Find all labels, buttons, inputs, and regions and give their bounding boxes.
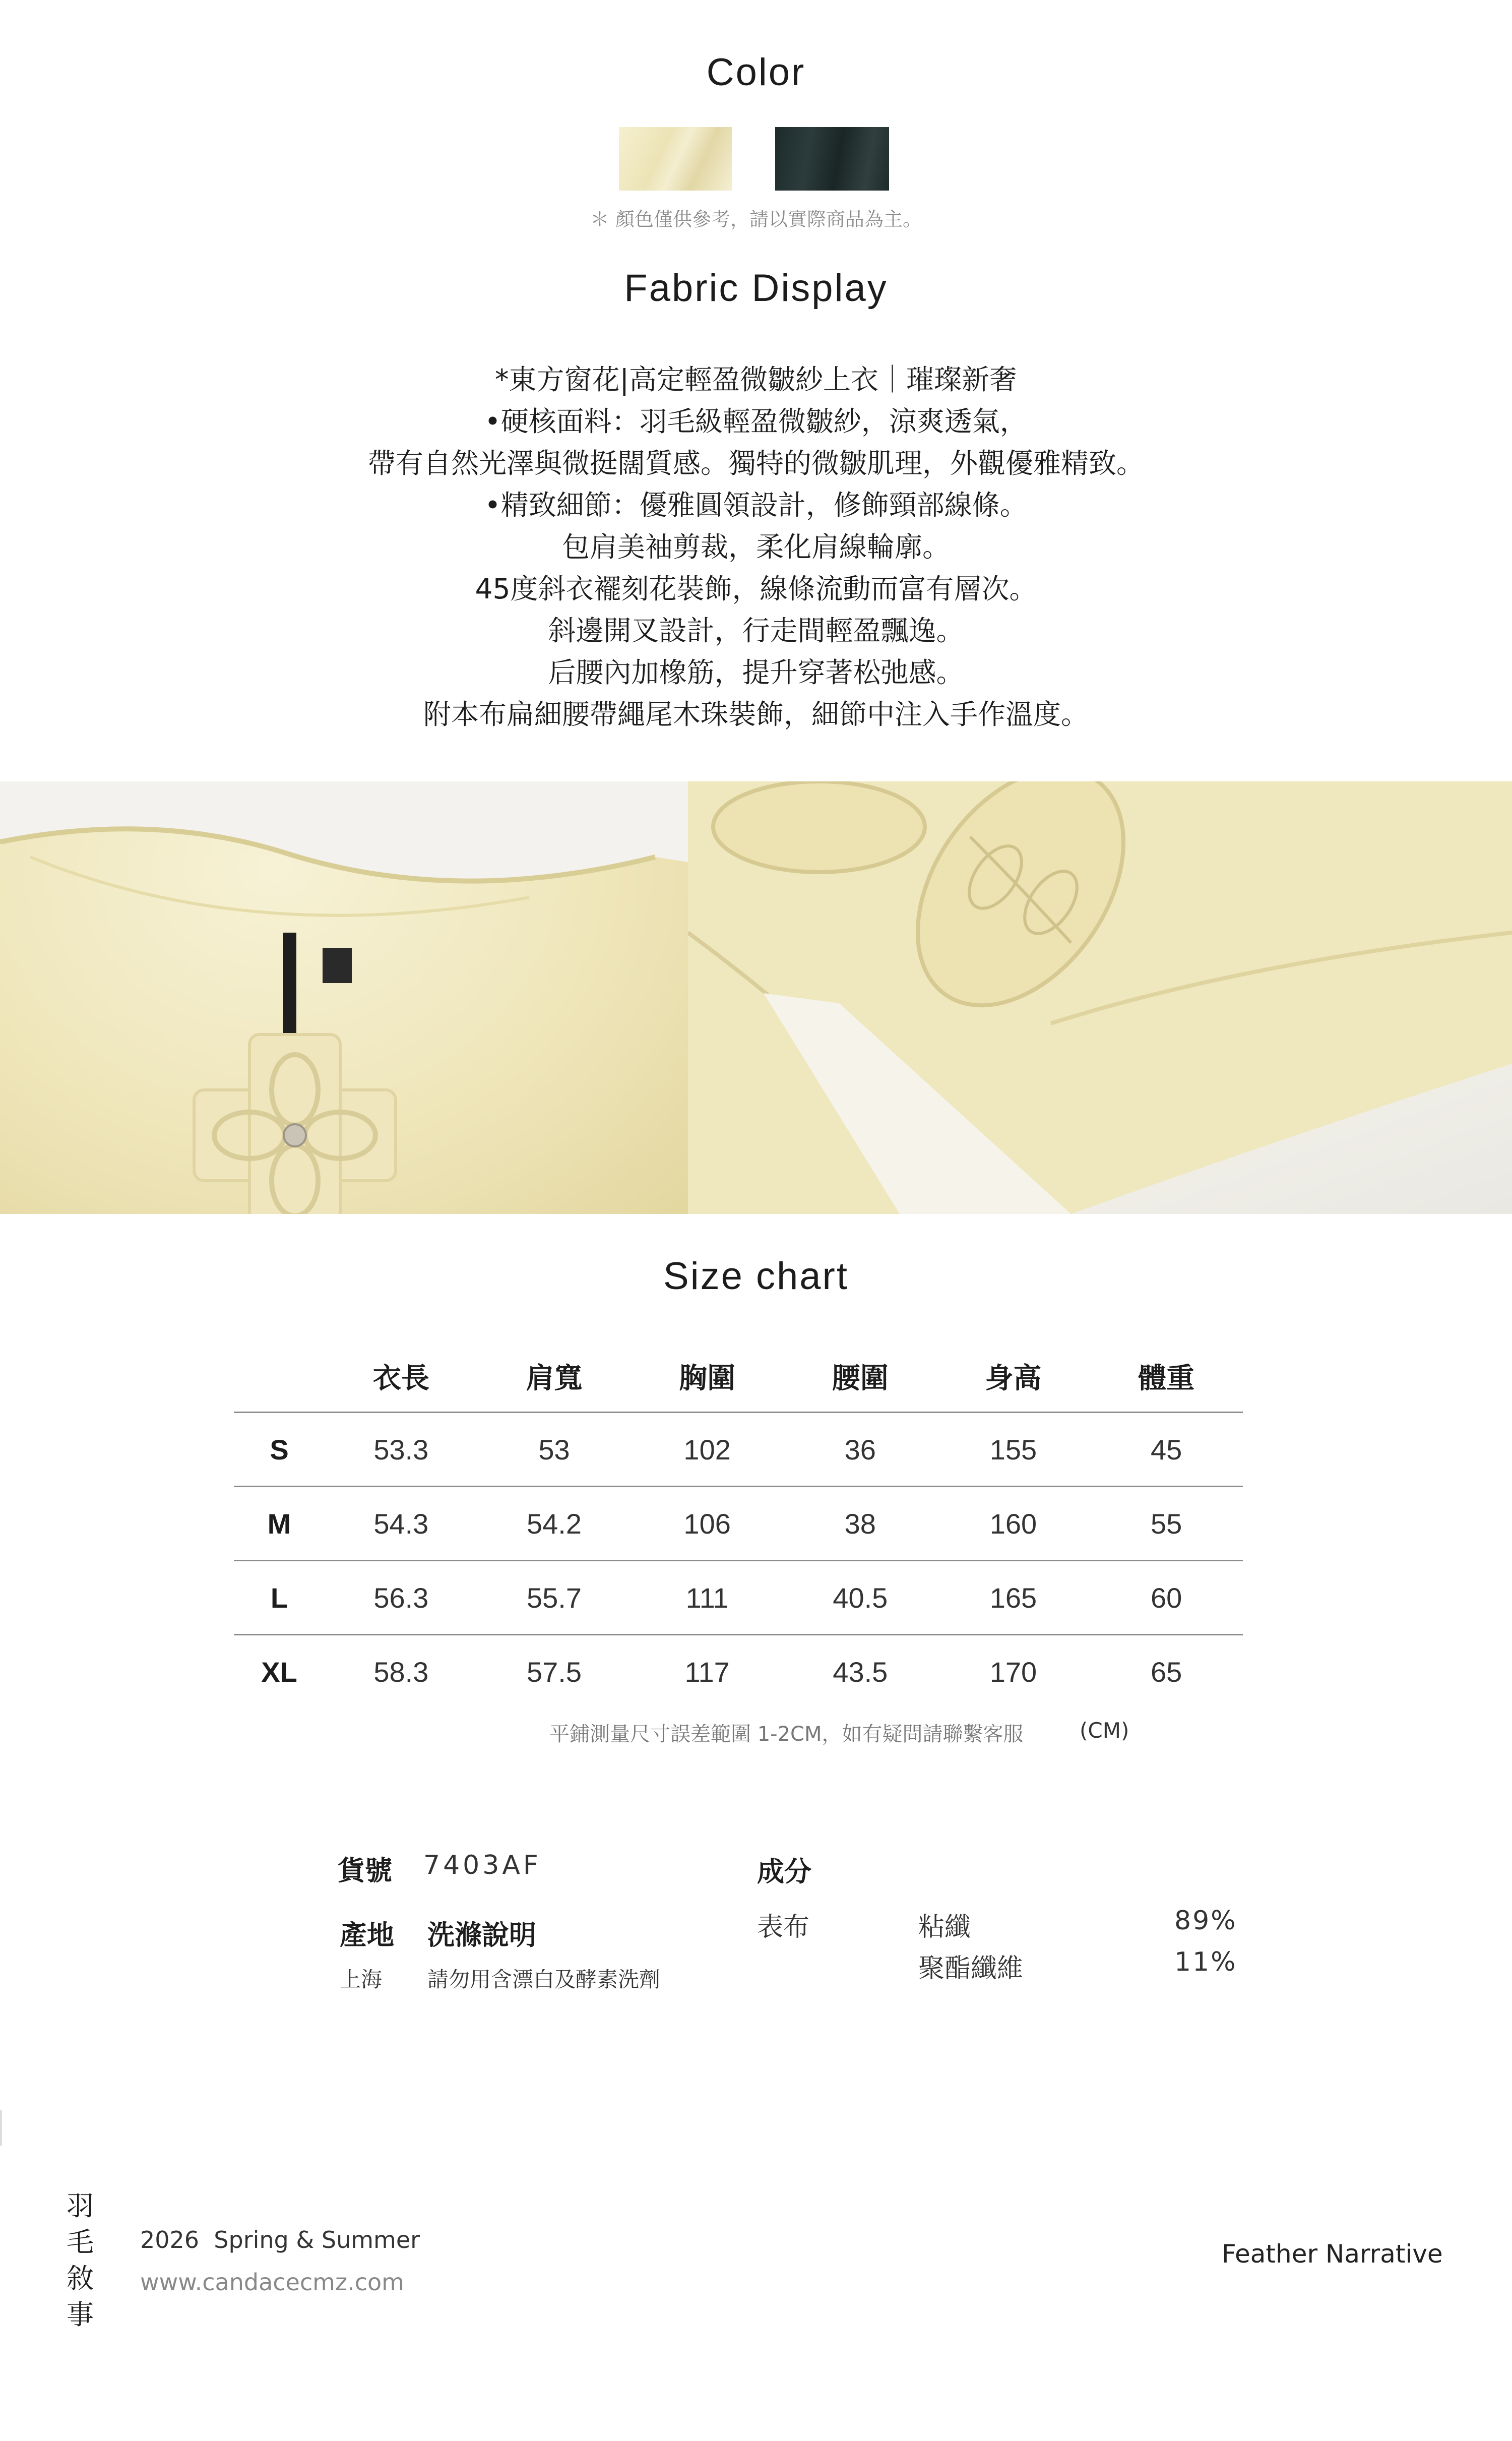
header-cell: 胸圍	[679, 1362, 736, 1394]
size-table-header-row	[234, 1341, 1243, 1413]
size-label	[323, 948, 352, 983]
care-label: 洗滌說明	[427, 1919, 536, 1951]
table-cell: 45	[1090, 1413, 1243, 1487]
care-instructions: 請勿用含漂白及酵素洗劑	[427, 1967, 661, 1992]
description-line: 包肩美袖剪裁，柔化肩線輪廓。	[561, 531, 950, 563]
color-swatch-cream[interactable]	[619, 127, 732, 191]
season-text: 2026 Spring & Summer	[140, 2226, 420, 2253]
table-cell: 106	[631, 1487, 784, 1561]
table-cell: 36	[784, 1413, 937, 1487]
description-line: 斜邊開叉設計，行走間輕盈飄逸。	[548, 615, 964, 647]
neckline-detail-photo	[0, 781, 688, 1214]
description-line: *東方窗花|高定輕盈微皺紗上衣｜璀璨新奢	[494, 363, 1018, 396]
material-percent: 89%	[1174, 1906, 1237, 1936]
table-cell: 40.5	[784, 1561, 937, 1635]
website-link[interactable]: www.candacecmz.com	[140, 2269, 404, 2296]
wood-button	[284, 1124, 306, 1146]
origin-value: 上海	[340, 1967, 383, 1992]
hem-detail-photo	[688, 781, 1512, 1214]
table-row	[234, 1487, 1243, 1561]
header-cell	[234, 1341, 325, 1413]
material-name: 粘纖	[918, 1912, 971, 1942]
table-cell: 38	[784, 1487, 937, 1561]
size-label-cell: S	[234, 1413, 325, 1487]
description-line: 45度斜衣襬刻花裝飾，線條流動而富有層次。	[475, 573, 1037, 605]
origin-label: 產地	[340, 1919, 394, 1951]
size-unit-label: (CM)	[1080, 1718, 1129, 1743]
table-cell: 55	[1090, 1487, 1243, 1561]
table-cell: 53	[478, 1413, 631, 1487]
brand-name-vertical	[62, 2188, 98, 2333]
brand-tagline: Feather Narrative	[1222, 2239, 1443, 2269]
table-cell: 54.2	[478, 1487, 631, 1561]
size-tolerance-note: 平鋪測量尺寸誤差範圍 1-2CM，如有疑問請聯繫客服	[549, 1723, 1024, 1746]
table-cell: 55.7	[478, 1561, 631, 1635]
table-cell: 54.3	[325, 1487, 478, 1561]
header-cell: 衣長	[372, 1362, 429, 1394]
table-cell: 160	[937, 1487, 1090, 1561]
color-section-title: Color	[706, 51, 806, 94]
table-cell: 117	[631, 1635, 784, 1708]
lace-medallion	[194, 1034, 396, 1214]
table-row	[234, 1635, 1243, 1708]
edge-marker	[0, 2110, 2, 2146]
table-cell: 102	[631, 1413, 784, 1487]
header-cell: 身高	[985, 1362, 1042, 1394]
item-number-label: 貨號	[338, 1855, 392, 1886]
table-row	[234, 1561, 1243, 1635]
item-number-value: 7403AF	[423, 1850, 541, 1880]
description-line: •精致細節：優雅圓領設計，修飾頸部線條。	[484, 489, 1028, 521]
table-cell: 60	[1090, 1561, 1243, 1635]
fabric-description	[0, 359, 1512, 736]
table-cell: 111	[631, 1561, 784, 1635]
hem-illustration	[688, 781, 1512, 1214]
size-chart-title: Size chart	[663, 1255, 849, 1298]
header-cell: 腰圍	[832, 1362, 889, 1394]
brand-char: 敘	[67, 2263, 94, 2294]
neckline-illustration	[0, 781, 688, 1214]
material-name: 聚酯纖維	[918, 1954, 1024, 1984]
table-cell: 43.5	[784, 1635, 937, 1708]
table-cell: 57.5	[478, 1635, 631, 1708]
brand-label	[283, 933, 296, 1049]
size-label-cell: XL	[234, 1635, 325, 1708]
description-line: 附本布扁細腰帶繩尾木珠裝飾，細節中注入手作溫度。	[423, 698, 1089, 730]
size-label-cell: L	[234, 1561, 325, 1635]
header-cell: 體重	[1138, 1362, 1195, 1394]
material-percent: 11%	[1174, 1947, 1237, 1977]
table-row	[234, 1413, 1243, 1487]
table-cell: 155	[937, 1413, 1090, 1487]
brand-char: 事	[67, 2299, 94, 2331]
table-cell: 53.3	[325, 1413, 478, 1487]
description-line: 后腰內加橡筋，提升穿著松弛感。	[548, 656, 964, 689]
size-table	[234, 1341, 1243, 1708]
header-cell: 肩寬	[526, 1362, 583, 1394]
description-line: 帶有自然光澤與微挺闊質感。獨特的微皺肌理，外觀優雅精致。	[367, 447, 1144, 479]
brand-char: 羽	[67, 2190, 94, 2222]
composition-label: 成分	[757, 1856, 811, 1887]
table-cell: 58.3	[325, 1635, 478, 1708]
table-cell: 170	[937, 1635, 1090, 1708]
size-label-cell: M	[234, 1487, 325, 1561]
color-disclaimer: ＊ 顏色僅供參考，請以實際商品為主。	[590, 208, 922, 230]
table-cell: 165	[937, 1561, 1090, 1635]
description-line: •硬核面料：羽毛級輕盈微皺紗，涼爽透氣，	[484, 405, 1028, 438]
table-cell: 56.3	[325, 1561, 478, 1635]
table-cell: 65	[1090, 1635, 1243, 1708]
fabric-section-title: Fabric Display	[624, 267, 888, 310]
color-swatch-dark-green[interactable]	[775, 127, 889, 191]
shell-fabric-label: 表布	[757, 1912, 810, 1942]
brand-char: 毛	[67, 2226, 94, 2258]
